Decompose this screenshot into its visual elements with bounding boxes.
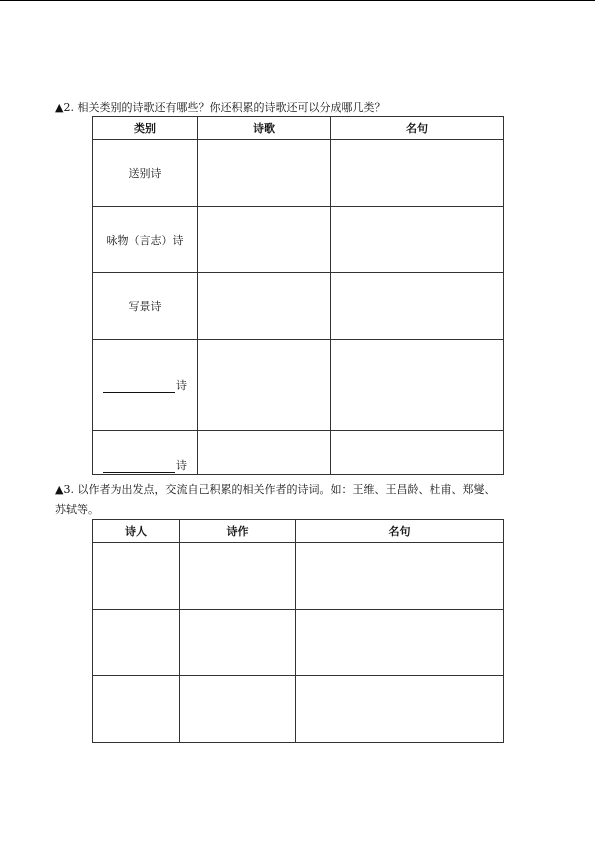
question-2-text: ▲2. 相关类别的诗歌还有哪些？你还积累的诗歌还可以分成哪几类？ [55,101,386,114]
line-answer-cell[interactable] [331,431,504,475]
top-rule [0,0,595,1]
poet-answer-cell[interactable] [93,543,180,610]
poet-table [92,519,504,743]
category-cell: 咏物（言志）诗 [93,207,198,273]
fill-in-blank[interactable] [103,461,175,473]
custom-category-cell[interactable] [93,431,198,475]
table-row [93,273,504,340]
poet-answer-cell[interactable] [93,676,180,743]
table-header-row [93,117,504,140]
question-3-text-line2: 苏轼等。 [55,503,99,516]
poem-answer-cell[interactable] [198,140,331,207]
work-answer-cell[interactable] [180,543,296,610]
category-suffix: 诗 [176,379,187,392]
line-answer-cell[interactable] [296,610,504,676]
line-answer-cell[interactable] [331,140,504,207]
table-row [93,610,504,676]
custom-category-cell[interactable] [93,340,198,431]
work-answer-cell[interactable] [180,676,296,743]
table-row [93,140,504,207]
header-poet: 诗人 [93,520,180,543]
category-cell: 写景诗 [93,273,198,340]
header-category: 类别 [93,117,198,140]
poem-answer-cell[interactable] [198,431,331,475]
poem-answer-cell[interactable] [198,273,331,340]
line-answer-cell[interactable] [331,273,504,340]
line-answer-cell[interactable] [331,207,504,273]
poem-answer-cell[interactable] [198,340,331,431]
header-poem: 诗歌 [198,117,331,140]
poet-answer-cell[interactable] [93,610,180,676]
table-row [93,676,504,743]
line-answer-cell[interactable] [296,543,504,610]
fill-in-blank[interactable] [103,381,175,393]
table-header-row [93,520,504,543]
poem-answer-cell[interactable] [198,207,331,273]
table-row [93,207,504,273]
category-suffix: 诗 [176,459,187,472]
work-answer-cell[interactable] [180,610,296,676]
category-cell: 送别诗 [93,140,198,207]
question-3-text-line1: ▲3. 以作者为出发点，交流自己积累的相关作者的诗词。如：王维、王昌龄、杜甫、郑燮、 [55,483,496,496]
table-row [93,431,504,475]
header-famous-line: 名句 [331,117,504,140]
line-answer-cell[interactable] [296,676,504,743]
header-famous-line: 名句 [296,520,504,543]
line-answer-cell[interactable] [331,340,504,431]
header-work: 诗作 [180,520,296,543]
category-table [92,116,504,475]
table-row [93,340,504,431]
table-row [93,543,504,610]
